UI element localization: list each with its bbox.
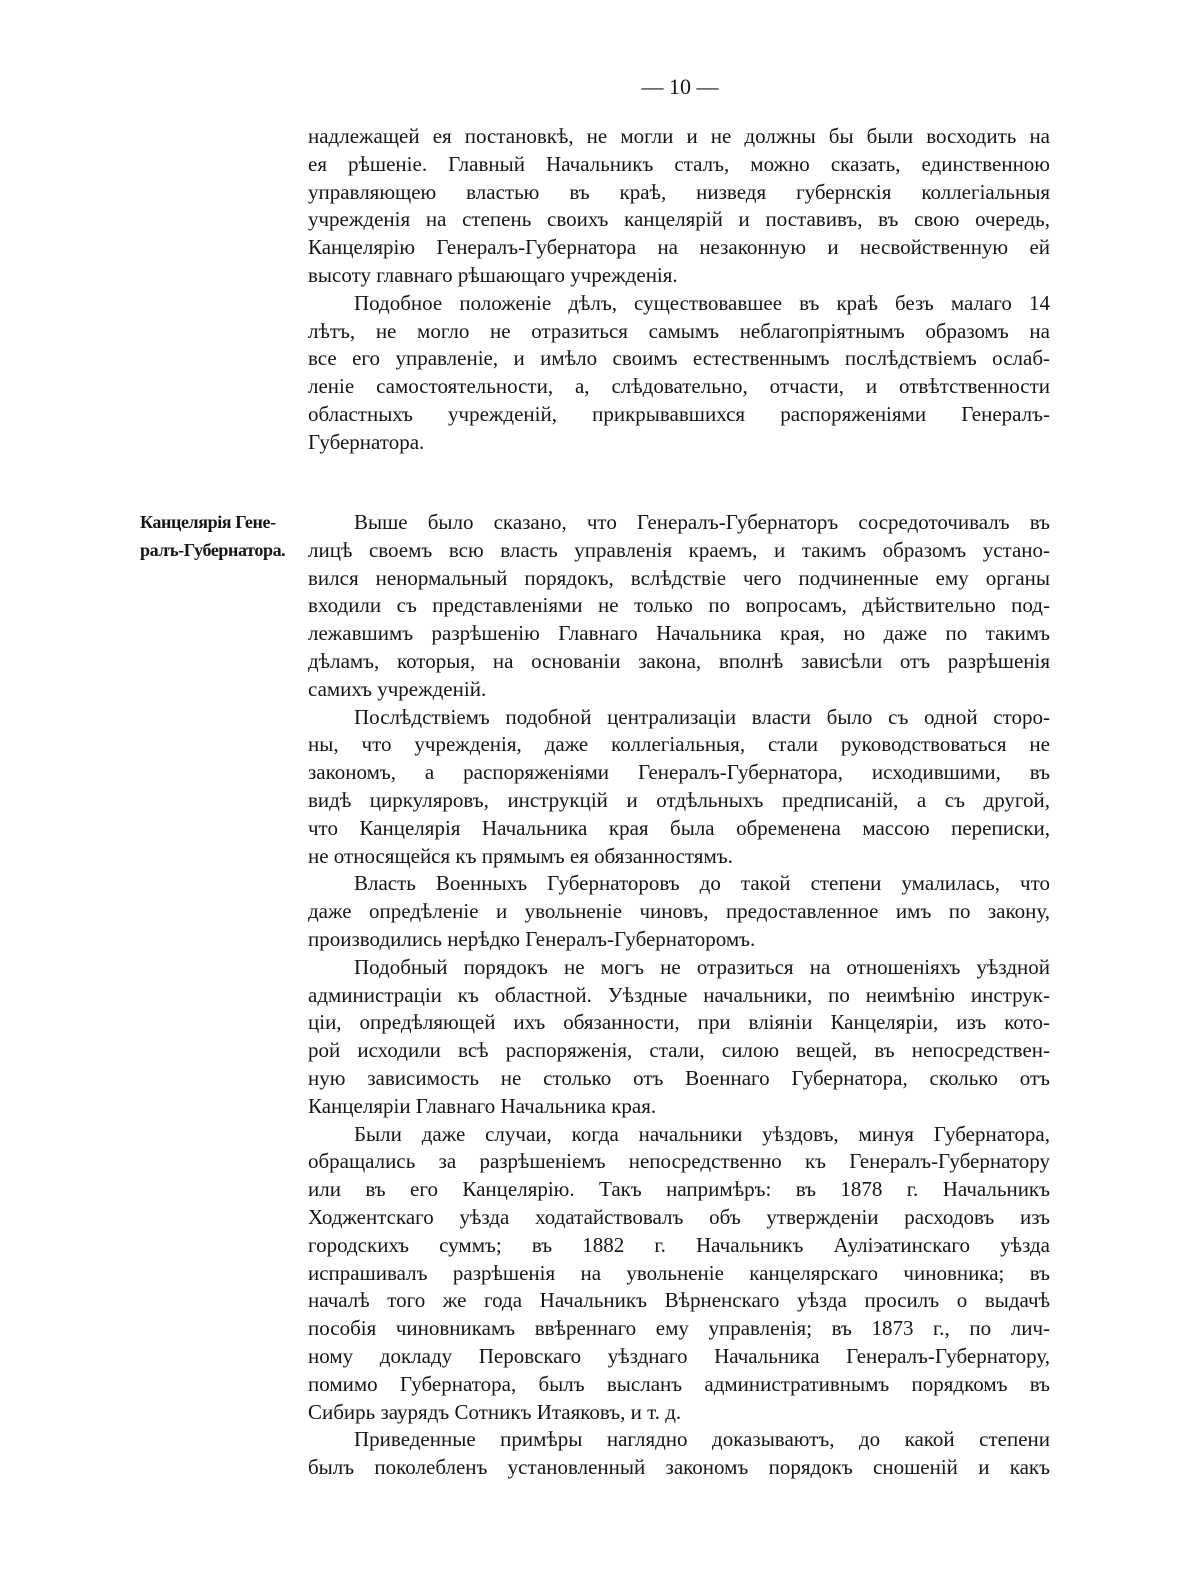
- text-line: учрежденія на степень своихъ канцелярій и поставивъ, въ свою очередь,: [308, 207, 1050, 232]
- text-line: закономъ, а распоряженіями Генералъ-Губернатора, исходившими, въ: [308, 760, 1050, 785]
- text-line: ную зависимость не столько отъ Военнаго Губернатора, сколько отъ: [308, 1065, 1050, 1090]
- text-line: производились нерѣдко Генералъ-Губернаторомъ.: [308, 926, 756, 951]
- text-line: пособія чиновникамъ ввѣреннаго ему управленія; въ 1873 г., по лич-: [308, 1316, 1050, 1341]
- text-line: Власть Военныхъ Губернаторовъ до такой степени умалилась, что: [354, 871, 1050, 896]
- paragraph: [308, 1426, 1050, 1482]
- text-line: Подобный порядокъ не могъ не отразиться на отношеніяхъ уѣздной: [354, 954, 1050, 979]
- text-line: помимо Губернатора, былъ высланъ административнымъ порядкомъ въ: [308, 1371, 1050, 1396]
- text-line: даже опредѣленіе и увольненіе чиновъ, предоставленное имъ по закону,: [308, 899, 1050, 924]
- text-line: Выше было сказано, что Генералъ-Губернаторъ сосредоточивалъ въ: [354, 510, 1050, 534]
- text-line: самихъ учрежденій.: [308, 676, 487, 701]
- text-line: лицѣ своемъ всю власть управленія краемъ, и такимъ образомъ устано-: [308, 537, 1050, 562]
- text-line: дѣламъ, которыя, на основаніи закона, вполнѣ зависѣли отъ разрѣшенія: [308, 648, 1050, 673]
- text-line: городскихъ суммъ; въ 1882 г. Начальникъ Ауліэатинскаго уѣзда: [308, 1232, 1050, 1257]
- text-line: ціи, опредѣляющей ихъ обязанности, при вліяніи Канцеляріи, изъ кото-: [308, 1010, 1050, 1035]
- text-line: видѣ циркуляровъ, инструкцій и отдѣльныхъ предписаній, а съ другой,: [308, 787, 1050, 812]
- text-line: что Канцелярія Начальника края была обременена массою переписки,: [308, 815, 1050, 840]
- text-line: ея рѣшеніе. Главный Начальникъ сталъ, можно сказать, единственною: [308, 151, 1050, 176]
- text-line: все его управленіе, и имѣло своимъ естественнымъ послѣдствіемъ ослаб-: [308, 346, 1050, 371]
- paragraph: [308, 870, 1050, 953]
- page-number: — 10 —: [641, 74, 719, 99]
- text-line: Приведенные примѣры наглядно доказываютъ, до какой степени: [354, 1427, 1050, 1452]
- text-line: надлежащей ея постановкѣ, не могли и не должны бы были восходить на: [308, 124, 1050, 148]
- section-body: [308, 509, 1050, 1482]
- margin-note-line: ралъ-Губернатора.: [140, 539, 286, 560]
- text-line: администраціи къ областной. Уѣздные начальники, по неимѣнію инструк-: [308, 982, 1050, 1007]
- text-line: Канцеляріи Главнаго Начальника края.: [308, 1093, 657, 1118]
- text-line: Были даже случаи, когда начальники уѣздовъ, минуя Губернатора,: [354, 1121, 1050, 1146]
- text-line: лѣтъ, не могло не отразиться самымъ неблагопріятнымъ образомъ на: [308, 318, 1050, 343]
- margin-note-line: Канцелярія Гене-: [140, 512, 276, 532]
- text-line: рой исходили всѣ распоряженія, стали, силою вещей, въ непосредствен-: [308, 1038, 1050, 1063]
- paragraph: [308, 954, 1050, 1121]
- paragraph: [308, 123, 1050, 290]
- text-line: областныхъ учрежденій, прикрывавшихся распоряженіями Генералъ-: [308, 401, 1050, 426]
- text-line: или въ его Канцелярію. Такъ напримѣръ: въ 1878 г. Начальникъ: [308, 1177, 1050, 1202]
- margin-note: [140, 509, 305, 565]
- paragraph: [308, 704, 1050, 871]
- text-line: вился ненормальный порядокъ, вслѣдствіе чего подчиненные ему органы: [308, 565, 1050, 590]
- text-line: ному докладу Перовскаго уѣзднаго Начальника Генералъ-Губернатору,: [308, 1343, 1050, 1368]
- text-line: высоту главнаго рѣшающаго учрежденія.: [308, 262, 678, 287]
- text-line: началѣ того же года Начальникъ Вѣрненскаго уѣзда просилъ о выдачѣ: [308, 1288, 1050, 1313]
- text-line: Послѣдствіемъ подобной централизаціи власти было съ одной сторо-: [354, 704, 1050, 729]
- text-line: Канцелярію Генералъ-Губернатора на незаконную и несвойственную ей: [308, 235, 1050, 260]
- paragraph: [308, 290, 1050, 457]
- text-line: леніе самостоятельности, а, слѣдовательно, отчасти, и отвѣтственности: [308, 374, 1050, 399]
- paragraph: [308, 1121, 1050, 1427]
- text-line: Сибирь заурядъ Сотникъ Итаяковъ, и т. д.: [308, 1399, 682, 1424]
- text-line: Губернатора.: [308, 429, 425, 454]
- text-line: Ходжентскаго уѣзда ходатайствовалъ объ утвержденіи расходовъ изъ: [308, 1204, 1050, 1229]
- text-line: былъ поколебленъ установленный закономъ порядокъ сношеній и какъ: [308, 1455, 1050, 1480]
- text-line: управляющею властью въ краѣ, низведя губернскія коллегіальныя: [308, 179, 1050, 204]
- text-line: ны, что учрежденія, даже коллегіальныя, стали руководствоваться не: [308, 732, 1050, 757]
- text-line: не относящейся къ прямымъ ея обязанностямъ.: [308, 843, 733, 868]
- text-line: обращались за разрѣшеніемъ непосредственно къ Генералъ-Губернатору: [308, 1149, 1050, 1174]
- text-line: Подобное положеніе дѣлъ, существовавшее въ краѣ безъ малаго 14: [354, 290, 1050, 315]
- paragraph: [308, 509, 1050, 704]
- text-line: входили съ представленіями не только по вопросамъ, дѣйствительно под-: [308, 593, 1050, 618]
- text-line: испрашивалъ разрѣшенія на увольненіе канцелярскаго чиновника; въ: [308, 1260, 1050, 1285]
- section-body: [308, 123, 1050, 457]
- text-line: лежавшимъ разрѣшенію Главнаго Начальника края, но даже по такимъ: [308, 621, 1050, 646]
